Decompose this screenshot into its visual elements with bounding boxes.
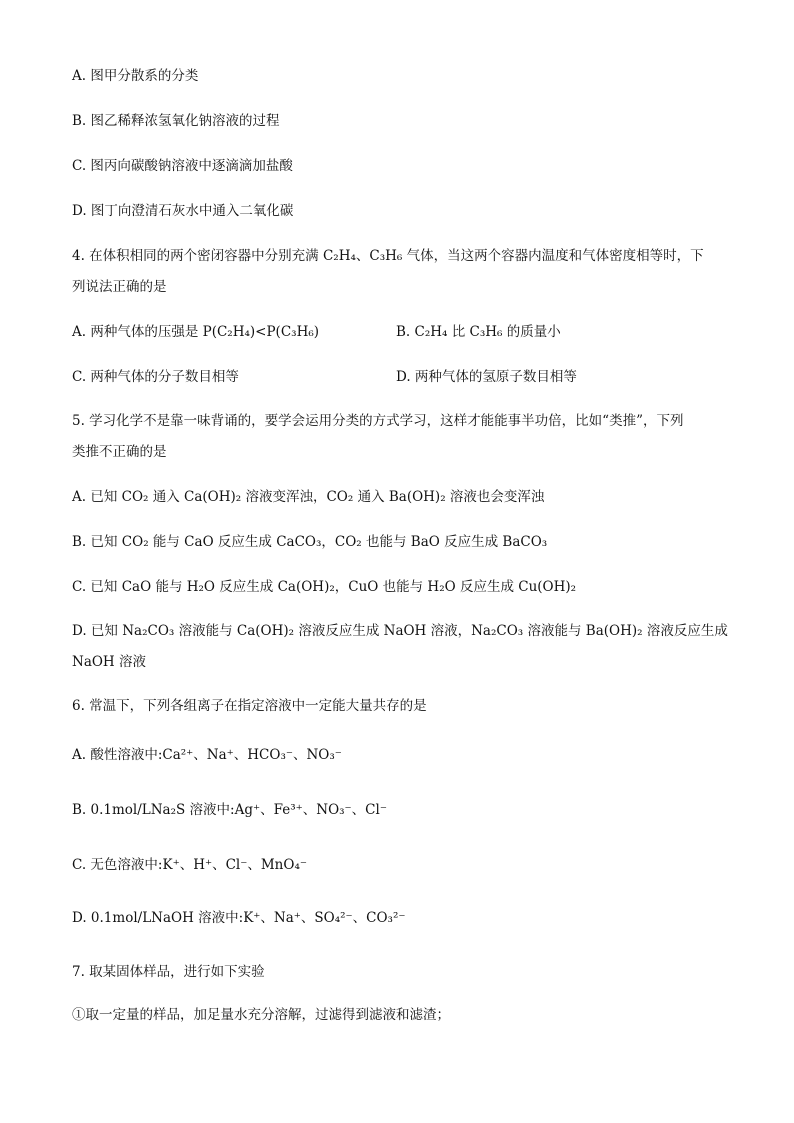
q6-stem: 6. 常温下，下列各组离子在指定溶液中一定能大量共存的是 bbox=[72, 698, 427, 714]
q5-option-d-line-2: NaOH 溶液 bbox=[72, 654, 146, 670]
q5-option-d-line-1: D. 已知 Na₂CO₃ 溶液能与 Ca(OH)₂ 溶液反应生成 NaOH 溶液，Na₂CO₃ 溶液能与 Ba(OH)₂ 溶液反应生成 bbox=[72, 623, 728, 639]
q5-option-a: A. 已知 CO₂ 通入 Ca(OH)₂ 溶液变浑浊，CO₂ 通入 Ba(OH)₂ 溶液也会变浑浊 bbox=[72, 489, 545, 505]
q3-option-d: D. 图丁向澄清石灰水中通入二氧化碳 bbox=[72, 203, 294, 219]
q5-option-b: B. 已知 CO₂ 能与 CaO 反应生成 CaCO₃，CO₂ 也能与 BaO 反应生成 BaCO₃ bbox=[72, 534, 548, 550]
q7-step-1: ①取一定量的样品，加足量水充分溶解，过滤得到滤液和滤渣； bbox=[72, 1007, 450, 1023]
q4-option-d: D. 两种气体的氢原子数目相等 bbox=[396, 369, 577, 385]
q5-stem-line-1: 5. 学习化学不是靠一味背诵的，要学会运用分类的方式学习，这样才能能事半功倍，比如“类推”，下列 bbox=[72, 413, 684, 429]
q5-option-c: C. 已知 CaO 能与 H₂O 反应生成 Ca(OH)₂，CuO 也能与 H₂O 反应生成 Cu(OH)₂ bbox=[72, 579, 577, 595]
q3-option-a: A. 图甲分散系的分类 bbox=[72, 68, 199, 84]
q4-option-b: B. C₂H₄ 比 C₃H₆ 的质量小 bbox=[396, 324, 561, 340]
q6-option-b: B. 0.1mol/LNa₂S 溶液中:Ag⁺、Fe³⁺、NO₃⁻、Cl⁻ bbox=[72, 802, 387, 818]
q4-stem-line-1: 4. 在体积相同的两个密闭容器中分别充满 C₂H₄、C₃H₆ 气体，当这两个容器内温度和气体密度相等时，下 bbox=[72, 248, 704, 264]
q5-stem-line-2: 类推不正确的是 bbox=[72, 444, 167, 460]
q6-option-a: A. 酸性溶液中:Ca²⁺、Na⁺、HCO₃⁻、NO₃⁻ bbox=[72, 747, 342, 763]
q4-option-c: C. 两种气体的分子数目相等 bbox=[72, 369, 239, 385]
q6-option-c: C. 无色溶液中:K⁺、H⁺、Cl⁻、MnO₄⁻ bbox=[72, 857, 307, 873]
q3-option-b: B. 图乙稀释浓氢氧化钠溶液的过程 bbox=[72, 113, 280, 129]
q7-stem: 7. 取某固体样品，进行如下实验 bbox=[72, 964, 265, 980]
q4-option-a: A. 两种气体的压强是 P(C₂H₄)<P(C₃H₆) bbox=[72, 324, 320, 340]
q3-option-c: C. 图丙向碳酸钠溶液中逐滴滴加盐酸 bbox=[72, 158, 293, 174]
q4-stem-line-2: 列说法正确的是 bbox=[72, 279, 167, 295]
q6-option-d: D. 0.1mol/LNaOH 溶液中:K⁺、Na⁺、SO₄²⁻、CO₃²⁻ bbox=[72, 910, 406, 926]
